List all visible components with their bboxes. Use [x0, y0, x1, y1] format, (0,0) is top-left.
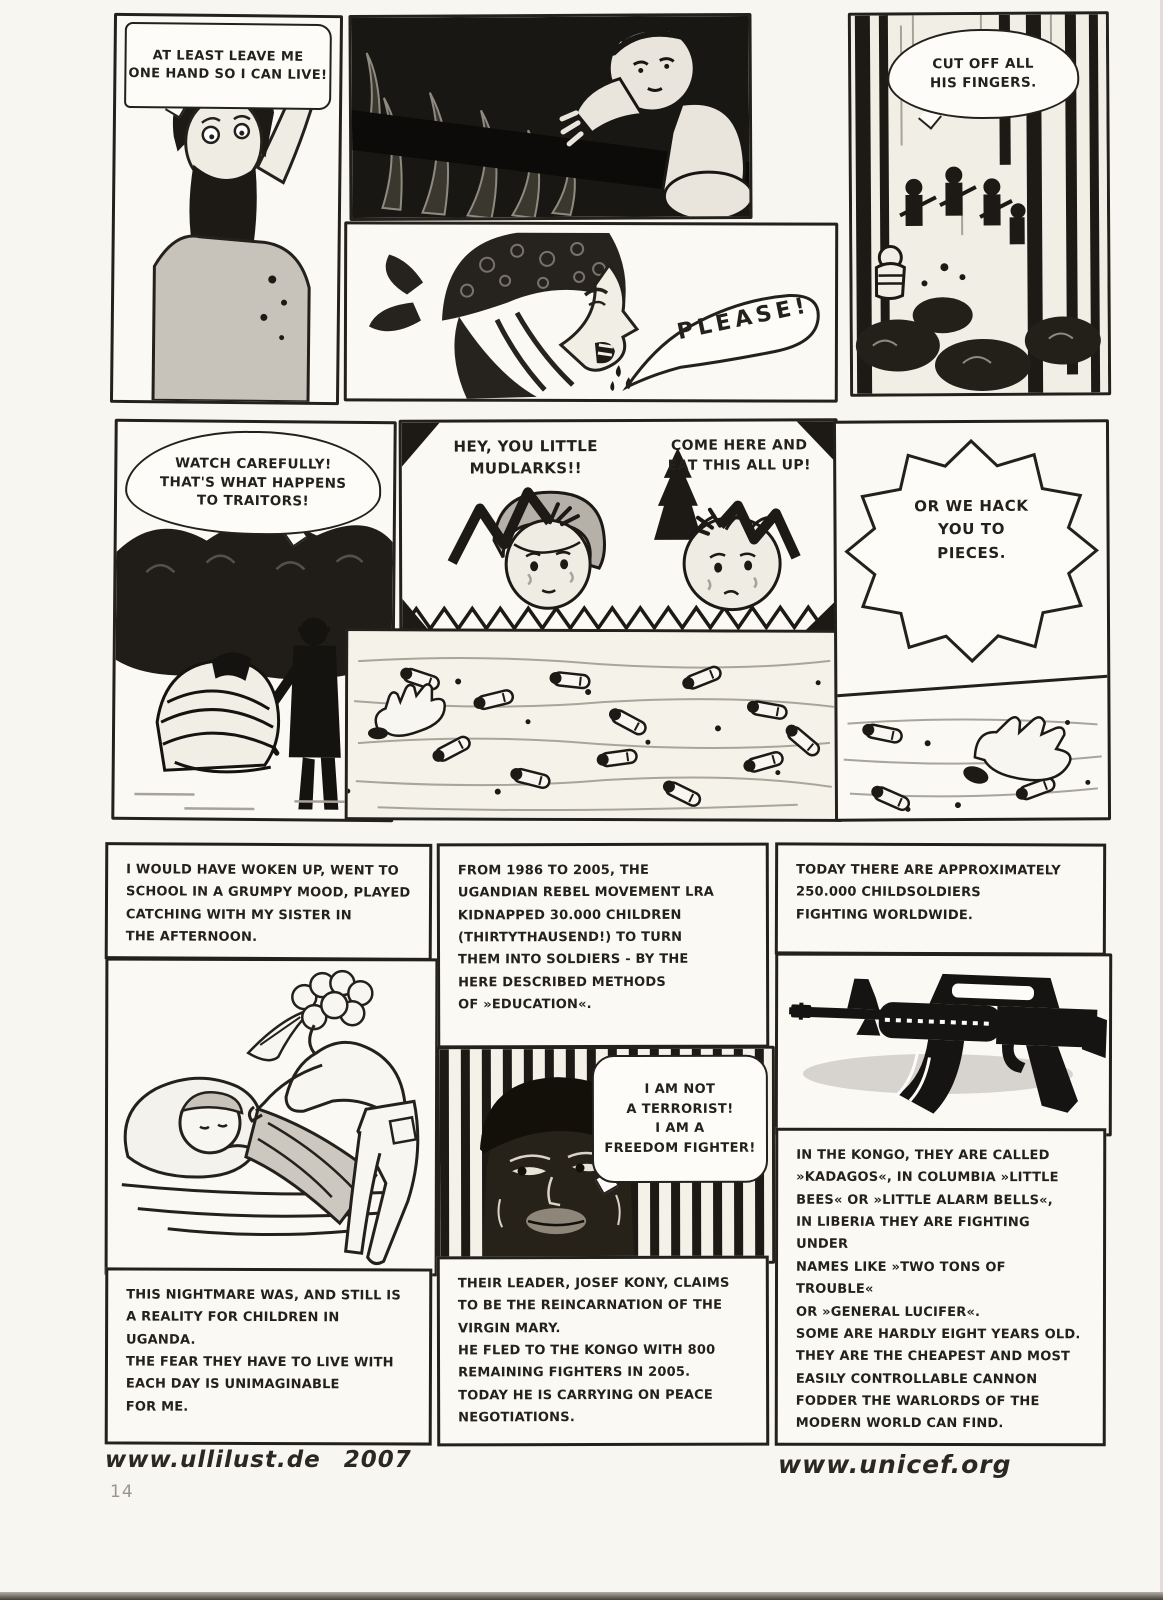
- page-number: 14: [110, 1482, 134, 1502]
- panel-assault-rifle: [775, 953, 1112, 1137]
- panel-begging-man: [110, 13, 343, 405]
- caption-nightmare: THIS NIGHTMARE WAS, AND STILL IS A REALITY FOR CHILDREN IN UGANDA. THE FEAR THEY HAVE TO LIVE WITH EACH DAY IS UNIMAGINABLE FOR ME.: [105, 1267, 433, 1445]
- speech-bubble-leave-me: [124, 22, 332, 110]
- crying-woman-illustration: [347, 224, 835, 399]
- speech-text: WATCH CAREFULLY! THAT'S WHAT HAPPENS TO TRAITORS!: [159, 455, 347, 510]
- severed-fingers-illustration: [348, 631, 841, 819]
- speech-text: I AM NOT A TERRORIST! I AM A FREEDOM FIGHTER!: [604, 1081, 756, 1156]
- caption-names: IN THE KONGO, THEY ARE CALLED »KADAGOS«, IN COLUMBIA »LITTLE BEES« OR »LITTLE ALARM BELLS«, IN LIBERIA THEY ARE FIGHTING UNDER NAMES LIKE »TWO TONS OF TROUBLE« OR »GENERAL LUCIFER«. SOME ARE HARDLY EIGHT YEARS OLD. THEY ARE THE CHEAPEST AND MOST EASILY CONTROLLABLE CANNON FODDER THE WARLORDS OF THE MODERN WORLD CAN FIND.: [775, 1128, 1107, 1447]
- panel-kony-portrait: [437, 1046, 775, 1265]
- unicef-credit: www.unicef.org: [778, 1450, 1012, 1479]
- panel-clinging-child: [348, 13, 752, 221]
- artist-year: 2007: [343, 1447, 412, 1473]
- speech-bubble-cut-off: [887, 28, 1080, 119]
- artist-credit: [105, 1447, 412, 1473]
- speech-text: CUT OFF ALL HIS FINGERS.: [929, 56, 1037, 92]
- speech-bubble-freedom-fighter: [592, 1055, 768, 1183]
- speech-text-eat-up: [652, 435, 827, 476]
- panel-pleading-woman: [344, 221, 838, 402]
- panel-hack-threat: [833, 419, 1111, 821]
- speech-text: COME HERE AND EAT THIS ALL UP!: [667, 437, 811, 475]
- scan-edge-bottom: [0, 1592, 1163, 1600]
- speech-text-mudlarks: [426, 436, 626, 480]
- clinging-child-illustration: [351, 16, 749, 218]
- artist-url: www.ullilust.de: [105, 1447, 321, 1473]
- caption-kony: THEIR LEADER, JOSEF KONY, CLAIMS TO BE THE REINCARNATION OF THE VIRGIN MARY. HE FLED TO THE KONGO WITH 800 REMAINING FIGHTERS IN 2005. TODAY HE IS CARRYING ON PEACE NEGOTIATIONS.: [437, 1256, 769, 1447]
- caption-woken-up: I WOULD HAVE WOKEN UP, WENT TO SCHOOL IN A GRUMPY MOOD, PLAYED CATCHING WITH MY SISTER IN THE AFTERNOON.: [105, 842, 433, 961]
- caption-lra: FROM 1986 TO 2005, THE UGANDIAN REBEL MOVEMENT LRA KIDNAPPED 30.000 CHILDREN (THIRTYTHAUSEND!) TO TURN THEM INTO SOLDIERS - BY THE HERE DESCRIBED METHODS OF »EDUCATION«.: [437, 843, 770, 1049]
- speech-text-hack: [876, 495, 1066, 566]
- mother-waking-child-illustration: [108, 961, 436, 1274]
- panel-scared-children: [399, 418, 839, 638]
- panel-severed-fingers: [345, 628, 844, 822]
- caption-worldwide: TODAY THERE ARE APPROXIMATELY 250.000 CHILDSOLDIERS FIGHTING WORLDWIDE.: [775, 842, 1106, 955]
- panel-forest-order: [848, 11, 1111, 397]
- hack-threat-illustration: [836, 422, 1108, 818]
- assault-rifle-illustration: [778, 956, 1109, 1134]
- panel-mother-waking-child: [105, 958, 439, 1277]
- speech-text: AT LEAST LEAVE ME ONE HAND SO I CAN LIVE!: [128, 48, 328, 84]
- speech-text: OR WE HACK YOU TO PIECES.: [914, 496, 1029, 562]
- speech-text-please: PLEASE!: [675, 292, 812, 346]
- speech-text: HEY, YOU LITTLE MUDLARKS!!: [453, 437, 598, 478]
